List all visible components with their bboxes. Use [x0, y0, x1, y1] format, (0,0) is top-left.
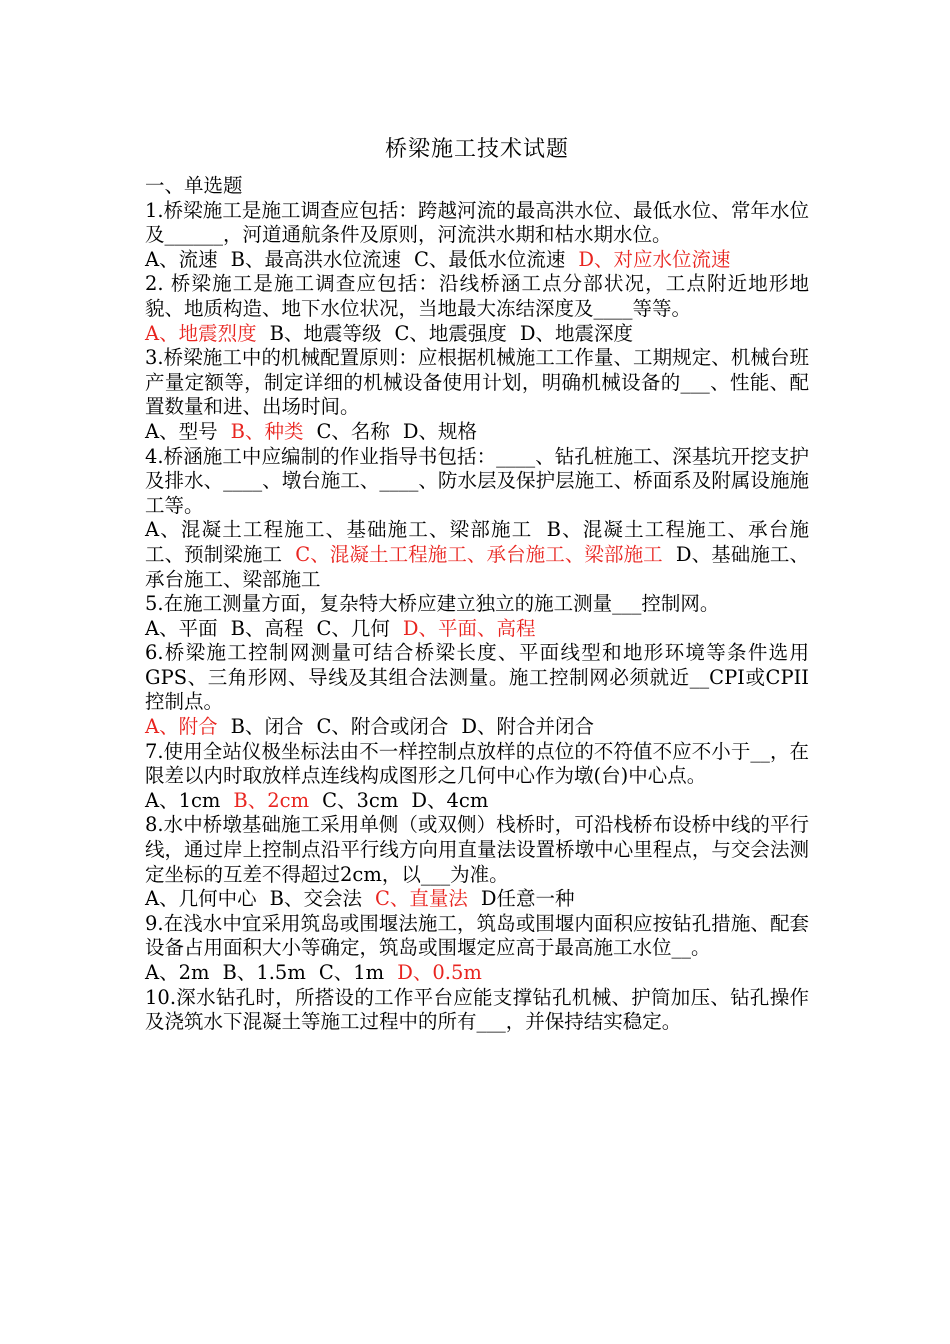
question-options [145, 322, 809, 347]
correct-option: B、2cm [233, 788, 310, 812]
correct-option: D、平面、高程 [402, 616, 536, 640]
question-text: 4.桥涵施工中应编制的作业指导书包括：____、钻孔桩施工、深基坑开挖支护及排水、____、墩台施工、____、防水层及保护层施工、桥面系及附属设施施工等。 [145, 444, 809, 517]
correct-option: C、直量法 [374, 887, 468, 911]
option: D、4cm [411, 788, 489, 812]
option: A、混凝土工程施工、基础施工、梁部施工 [145, 518, 533, 542]
option: B、1.5m [222, 961, 306, 984]
question-text: 3.桥梁施工中的机械配置原则：应根据机械施工工作量、工期规定、机械台班产量定额等，制定详细的机械设备使用计划，明确机械设备的___、性能、配置数量和进、出场时间。 [145, 346, 809, 419]
option: B、闭合 [230, 715, 304, 739]
correct-option: D、0.5m [397, 961, 482, 984]
option: D、基础施工、承台施工、梁部施工 [145, 542, 810, 591]
option: B、混凝土工程施工、承台施工、预制梁施工 [145, 518, 809, 566]
option: D、附合并闭合 [461, 715, 595, 739]
option: D、地震深度 [519, 321, 634, 345]
option: B、地震等级 [269, 321, 382, 345]
option: C、几何 [316, 616, 390, 640]
option: C、名称 [316, 419, 390, 443]
question-text: 7.使用全站仪极坐标法由不一样控制点放样的点位的不符值不应不小于__，在限差以内时取放样点连线构成图形之几何中心作为墩(台)中心点。 [145, 739, 809, 788]
correct-option: B、种类 [230, 419, 304, 443]
option: A、几何中心 [145, 887, 257, 911]
question-options [145, 715, 809, 740]
question-options [145, 420, 809, 445]
option: A、流速 [145, 247, 218, 271]
question-options [145, 789, 809, 814]
document-page [145, 136, 809, 1035]
correct-option: C、混凝土工程施工、承台施工、梁部施工 [295, 542, 663, 566]
question-text: 2. 桥梁施工是施工调查应包括：沿线桥涵工点分部状况，工点附近地形地貌、地质构造、地下水位状况，当地最大冻结深度及____等等。 [145, 272, 809, 320]
option: D、规格 [402, 419, 478, 443]
question-options [145, 248, 809, 273]
correct-option: A、地震烈度 [145, 321, 257, 345]
option: C、最低水位流速 [413, 247, 566, 271]
option: C、1m [318, 961, 385, 984]
correct-option: D、对应水位流速 [578, 247, 731, 271]
question-text: 5.在施工测量方面，复杂特大桥应建立独立的施工测量___控制网。 [145, 592, 720, 616]
option: A、平面 [145, 616, 218, 640]
question-options [145, 617, 809, 642]
option: C、3cm [322, 788, 399, 812]
question-text: 6.桥梁施工控制网测量可结合桥梁长度、平面线型和地形环境等条件选用GPS、三角形网、导线及其组合法测量。施工控制网必须就近__CPI或CPII控制点。 [145, 641, 809, 714]
section-heading: 一、单选题 [145, 174, 243, 197]
option: C、附合或闭合 [316, 715, 449, 739]
option: A、型号 [145, 419, 218, 443]
question-options [145, 961, 809, 986]
option: B、最高洪水位流速 [230, 247, 401, 271]
question-text: 10.深水钻孔时，所搭设的工作平台应能支撑钻孔机械、护筒加压、钻孔操作及浇筑水下混凝土等施工过程中的所有___，并保持结实稳定。 [145, 985, 809, 1034]
option: C、地震强度 [394, 321, 507, 345]
question-options [145, 518, 809, 592]
option: A、2m [145, 961, 210, 984]
option: D任意一种 [480, 887, 575, 911]
question-text: 8.水中桥墩基础施工采用单侧（或双侧）栈桥时，可沿栈桥布设桥中线的平行线，通过岸上控制点沿平行线方向用直量法设置桥墩中心里程点，与交会法测定坐标的互差不得超过2cm，以___为准。 [145, 813, 809, 886]
document-title: 桥梁施工技术试题 [384, 137, 569, 162]
option: A、1cm [145, 788, 221, 812]
question-options [145, 887, 809, 912]
question-text: 1.桥梁施工是施工调查应包括：跨越河流的最高洪水位、最低水位、常年水位及______，河道通航条件及原则，河流洪水期和枯水期水位。 [145, 198, 809, 247]
option: B、交会法 [269, 887, 362, 911]
question-text: 9.在浅水中宜采用筑岛或围堰法施工，筑岛或围堰内面积应按钻孔措施、配套设备占用面积大小等确定，筑岛或围堰定应高于最高施工水位__。 [145, 911, 809, 960]
correct-option: A、附合 [145, 715, 218, 739]
option: B、高程 [230, 616, 304, 640]
